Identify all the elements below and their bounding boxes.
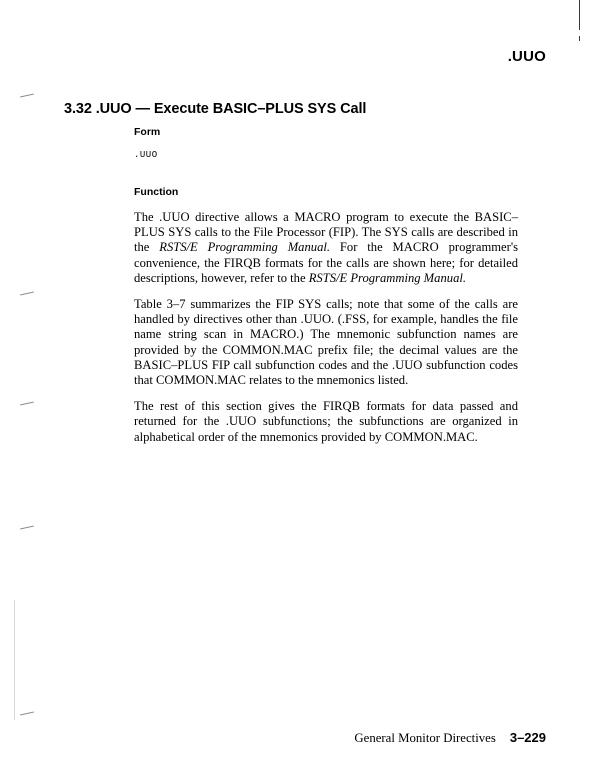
margin-tick-mark — [20, 92, 34, 99]
page-footer — [354, 730, 546, 746]
page-number: 3–229 — [509, 730, 546, 745]
margin-tick-mark — [20, 524, 34, 531]
paragraph-1: The .UUO directive allows a MACRO program to execute the BASIC–PLUS SYS calls to the File Processor (FIP). The SYS calls are described in the RSTS/E Programming Manual. For the MACRO programmer's convenience, the FIRQB formats for the calls are shown here; for detailed descriptions, however, refer to the RSTS/E Programming Manual. — [134, 210, 518, 285]
manual-title-reference: RSTS/E Programming Manual. — [308, 270, 467, 285]
page-edge-artifact — [14, 600, 15, 720]
footer-title: General Monitor Directives — [354, 731, 496, 745]
crop-mark-top — [579, 0, 580, 30]
paragraph-2: Table 3–7 summarizes the FIP SYS calls; note that some of the calls are handled by directives other than .UUO. (.FSS, for example, handles the file name string scan in MACRO.) The mnemonic subfunction names are provided by the COMMON.MAC prefix file; the decimal values are the BASIC–PLUS FIP call subfunction codes and the .UUO subfunction codes that COMMON.MAC relates to the mnemonics listed. — [134, 297, 518, 388]
margin-tick-mark — [20, 290, 34, 297]
body-content — [134, 126, 518, 445]
running-head: .UUO — [507, 48, 546, 65]
page-title: 3.32 .UUO — Execute BASIC–PLUS SYS Call — [64, 101, 367, 117]
crop-mark-top-secondary — [579, 36, 580, 41]
paragraph-3: The rest of this section gives the FIRQB formats for data passed and returned for the .UUO subfunctions; the subfunctions are organized in alphabetical order of the mnemonics provided by COMMON.MAC. — [134, 399, 518, 444]
form-code: .UUO — [134, 150, 158, 160]
margin-tick-mark — [20, 400, 34, 407]
margin-tick-mark — [20, 710, 34, 717]
form-subheading: Form — [134, 126, 161, 138]
function-subheading: Function — [134, 186, 179, 198]
manual-title-reference: RSTS/E Programming Manual. — [159, 240, 331, 255]
